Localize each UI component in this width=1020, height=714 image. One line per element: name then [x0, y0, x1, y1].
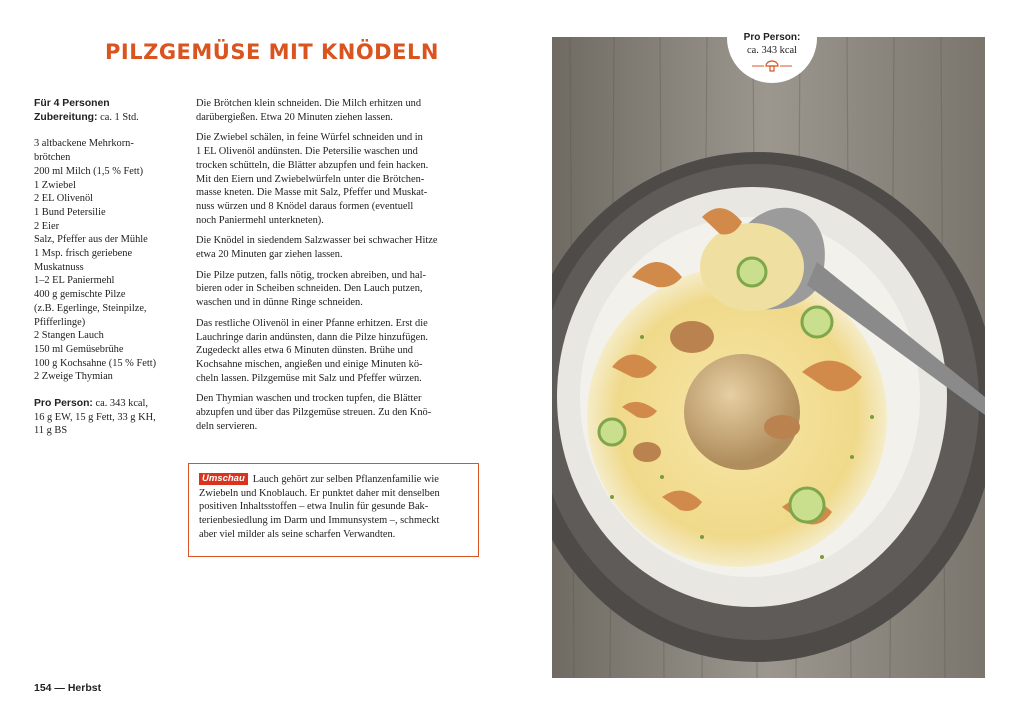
tip-box: [188, 463, 479, 557]
step-line: waschen und in dünne Ringe schneiden.: [196, 297, 363, 309]
ingredient-line: brötchen: [34, 152, 71, 164]
nutrition-line: ca. 343 kcal,: [95, 398, 149, 410]
ingredient-line: 2 Eier: [34, 220, 60, 232]
tip-line: Zwiebeln und Knoblauch. Er punktet daher mit denselben: [199, 487, 440, 499]
step-line: Die Zwiebel schälen, in feine Würfel schneiden und in: [196, 132, 423, 144]
step-line: trocken schütteln, die Blätter abzupfen und fein hacken.: [196, 159, 429, 171]
nutrition-info: [34, 397, 184, 438]
ingredient-line: 150 ml Gemüsebrühe: [34, 343, 124, 355]
ingredient-line: Muskatnuss: [34, 261, 84, 273]
tip-line: positiven Inhaltsstoffen – etwa Inulin für gesunde Bak-: [199, 501, 429, 513]
tip-line: terienbesiedlung im Darm und Immunsystem –, schmeckt: [199, 515, 440, 527]
step-line: noch Paniermehl unterkneten).: [196, 214, 324, 226]
ingredient-line: 1 Msp. frisch geriebene: [34, 248, 133, 260]
servings-label: Für 4 Personen: [34, 98, 110, 109]
ingredient-line: 200 ml Milch (1,5 % Fett): [34, 165, 144, 177]
ingredient-line: 1 Bund Petersilie: [34, 206, 106, 218]
step-line: abzupfen und über das Pilzgemüse streuen. Zu den Knö-: [196, 407, 432, 419]
prep-time-label: Zubereitung:: [34, 111, 98, 123]
instruction-step: [196, 234, 466, 261]
ingredient-line: Salz, Pfeffer aus der Mühle: [34, 234, 148, 246]
step-line: Die Brötchen klein schneiden. Die Milch erhitzen und: [196, 98, 422, 109]
ingredient-line: 400 g gemischte Pilze: [34, 289, 126, 301]
ingredient-line: 2 EL Olivenöl: [34, 193, 94, 205]
step-line: Zugedeckt alles etwa 6 Minuten dünsten. Brühe und: [196, 345, 413, 357]
step-line: Mit den Eiern und Zwiebelwürfeln unter die Brötchen-: [196, 173, 425, 185]
ingredient-line: 1 Zwiebel: [34, 179, 76, 191]
step-line: darübergießen. Etwa 20 Minuten ziehen lassen.: [196, 111, 393, 123]
step-line: masse kneten. Die Masse mit Salz, Pfeffer und Muskat-: [196, 187, 428, 199]
ingredient-line: Pfifferlinge): [34, 316, 86, 328]
umschau-logo: Umschau: [199, 473, 248, 485]
instruction-step: [196, 269, 466, 310]
page-footer: 154 — Herbst: [34, 682, 102, 694]
instructions-column: [196, 97, 466, 440]
mushroom-icon: [750, 59, 794, 73]
step-line: Kochsahne mischen, angießen und einige Minuten kö-: [196, 358, 423, 370]
step-line: Lauchringe darin andünsten, dann die Pilze hinzufügen.: [196, 331, 428, 343]
instruction-step: [196, 392, 466, 433]
tip-line: aber viel milder als seine scharfen Verwandten.: [199, 528, 396, 540]
nutrition-line: 11 g BS: [34, 425, 68, 437]
step-line: Das restliche Olivenöl in einer Pfanne erhitzen. Erst die: [196, 317, 428, 329]
step-line: Den Thymian waschen und trocken tupfen, die Blätter: [196, 393, 422, 405]
recipe-title: PILZGEMÜSE MIT KNÖDELN: [105, 40, 439, 64]
step-line: 1 EL Olivenöl andünsten. Die Petersilie waschen und: [196, 146, 418, 158]
ingredients-column: [34, 97, 184, 438]
ingredient-line: 3 altbackene Mehrkorn-: [34, 138, 134, 150]
step-line: Die Knödel in siedendem Salzwasser bei schwacher Hitze: [196, 235, 438, 247]
prep-time: [34, 111, 184, 125]
ingredient-line: 2 Stangen Lauch: [34, 330, 104, 342]
nutrition-line: 16 g EW, 15 g Fett, 33 g KH,: [34, 411, 156, 423]
tip-line: Lauch gehört zur selben Pflanzenfamilie wie: [252, 474, 439, 485]
prep-time-value: ca. 1 Std.: [100, 111, 139, 123]
instruction-step: [196, 97, 466, 124]
nutrition-label: Pro Person:: [34, 398, 93, 410]
step-line: deln servieren.: [196, 420, 258, 432]
ingredient-line: (z.B. Egerlinge, Steinpilze,: [34, 302, 147, 314]
step-line: bieren oder in Scheiben schneiden. Den Lauch putzen,: [196, 283, 423, 295]
ingredient-line: 100 g Kochsahne (15 % Fett): [34, 357, 157, 369]
ingredient-list: [34, 137, 184, 384]
badge-label: Pro Person:: [743, 32, 801, 43]
step-line: etwa 20 Minuten gar ziehen lassen.: [196, 249, 343, 261]
instruction-step: [196, 317, 466, 386]
dish-photo: [552, 37, 985, 678]
badge-value: ca. 343 kcal: [747, 45, 797, 56]
ingredient-line: 2 Zweige Thymian: [34, 371, 113, 383]
instruction-step: [196, 131, 466, 227]
step-line: cheln lassen. Pilzgemüse mit Salz und Pfeffer würzen.: [196, 372, 422, 384]
step-line: nuss würzen und 8 Knödel daraus formen (eventuell: [196, 200, 414, 212]
ingredient-line: 1–2 EL Paniermehl: [34, 275, 115, 287]
step-line: Die Pilze putzen, falls nötig, trocken abreiben, und hal-: [196, 269, 426, 281]
